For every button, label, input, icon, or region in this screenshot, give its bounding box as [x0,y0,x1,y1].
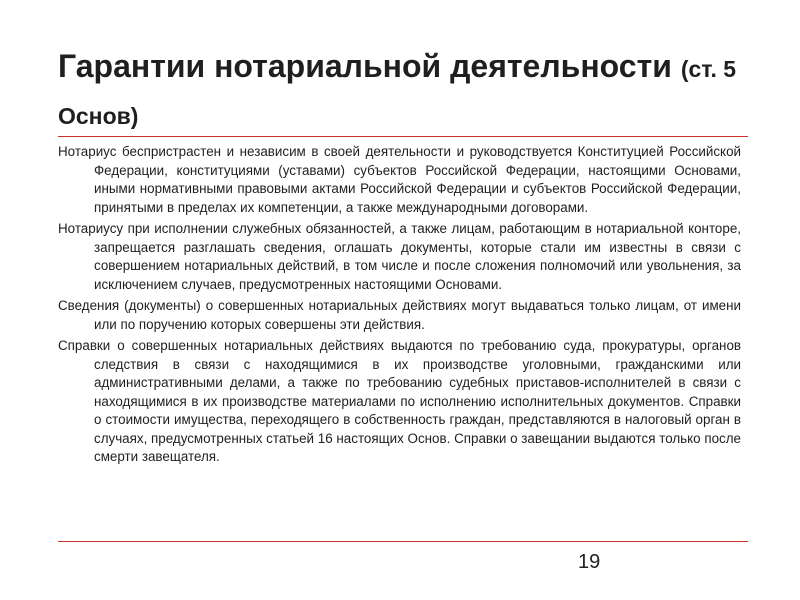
slide-title [58,44,758,138]
slide-title-main: Гарантии нотариальной деятельности [58,48,672,84]
title-divider-line [58,136,748,137]
footer-divider-line [58,541,748,542]
slide-body [58,143,741,470]
paragraph-impartiality: Нотариус беспристрастен и независим в своей деятельности и руководствуется Конституцией Российской Федерации, конституциями (уставами) субъектов Российской Федерации, настоящими Основами, иными нормативными правовыми актами Российской Федерации и субъектов Российской Федерации, принятыми в пределах их компетенции, а также международными договорами. [58,144,741,215]
page-number: 19 [578,551,601,573]
paragraph-document-issuance: Сведения (документы) о совершенных нотариальных действиях могут выдаваться только лицам, от имени или по поручению которых совершены эти действия. [58,298,741,332]
paragraph-confidentiality: Нотариусу при исполнении служебных обязанностей, а также лицам, работающим в нотариальной конторе, запрещается разглашать сведения, оглашать документы, которые стали им известны в связи с совершением нотариальных действий, в том числе и после сложения полномочий или увольнения, за исключением случаев, предусмотренных настоящими Основами. [58,221,741,292]
paragraph-certificates: Справки о совершенных нотариальных действиях выдаются по требованию суда, прокуратуры, органов следствия в связи с находящимися в их производстве уголовными, гражданскими или административными делами, а также по требованию судебных приставов-исполнителей в связи с находящимися в их производстве материалами по исполнению исполнительных документов. Справки о стоимости имущества, переходящего в собственность граждан, представляются в налоговый орган в случаях, предусмотренных статьей 16 настоящих Основ. Справки о завещании выдаются только после смерти завещателя. [58,338,741,464]
slide-title-article-ref: (ст. 5 Основ) [58,56,737,129]
